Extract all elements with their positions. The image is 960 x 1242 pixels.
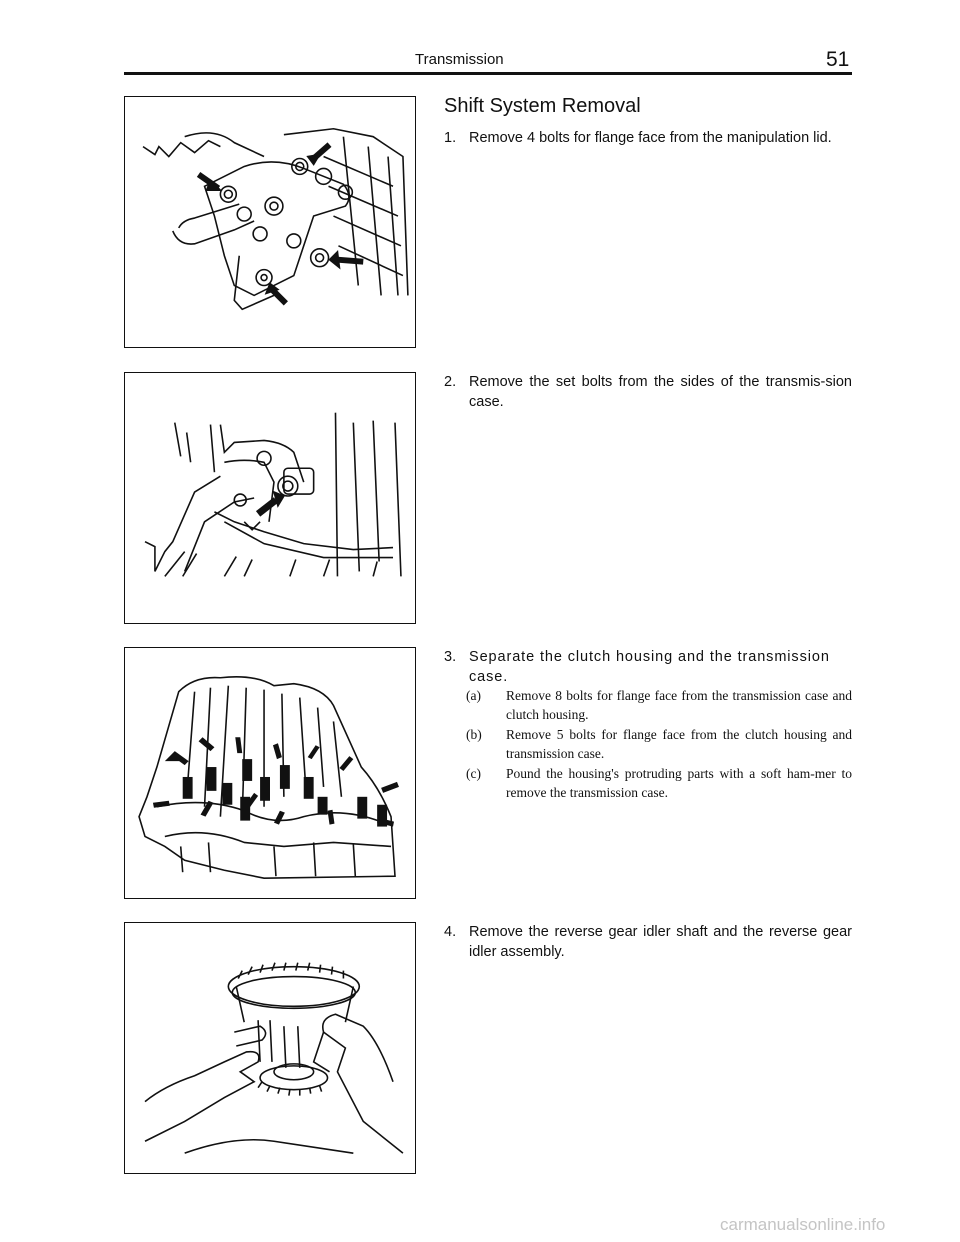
step-1 (444, 128, 852, 148)
page-number: 51 (826, 48, 850, 71)
step-number: 4. (444, 924, 457, 940)
substep-c (466, 764, 852, 802)
reverse-idler-figure (124, 922, 416, 1174)
substep-b (466, 725, 852, 763)
manipulation-lid-bolts-figure (124, 96, 416, 348)
header-rule (124, 72, 852, 75)
step-3 (444, 647, 852, 687)
step-4 (444, 922, 852, 962)
step-number: 2. (444, 374, 457, 390)
transmission-case-side-illustration-icon (125, 373, 415, 623)
reverse-idler-illustration-icon (125, 923, 415, 1173)
substep-label: (b) (466, 727, 482, 742)
step-text: Separate the clutch housing and the transmission case. (469, 649, 830, 685)
clutch-housing-bolts-figure (124, 647, 416, 899)
case-side-bolts-figure (124, 372, 416, 624)
step-number: 3. (444, 649, 457, 665)
step-text: Remove 4 bolts for flange face from the manipulation lid. (469, 130, 832, 146)
step-text: Remove the set bolts from the sides of the transmis-sion case. (469, 374, 852, 410)
step-text: Remove the reverse gear idler shaft and the reverse gear idler assembly. (469, 924, 852, 960)
transmission-lid-illustration-icon (125, 97, 415, 347)
watermark: carmanualsonline.info (720, 1215, 886, 1234)
substep-text: Pound the housing's protruding parts with a soft ham-mer to remove the transmission case. (506, 766, 852, 800)
substep-a (466, 686, 852, 724)
running-header-title: Transmission (415, 51, 504, 68)
substep-text: Remove 8 bolts for flange face from the transmission case and clutch housing. (506, 688, 852, 722)
substep-text: Remove 5 bolts for flange face from the clutch housing and transmission case. (506, 727, 852, 761)
substep-label: (a) (466, 688, 481, 703)
clutch-housing-illustration-icon (125, 648, 415, 898)
step-number: 1. (444, 130, 457, 146)
section-title: Shift System Removal (444, 95, 641, 117)
step-2 (444, 372, 852, 412)
substep-label: (c) (466, 766, 481, 781)
